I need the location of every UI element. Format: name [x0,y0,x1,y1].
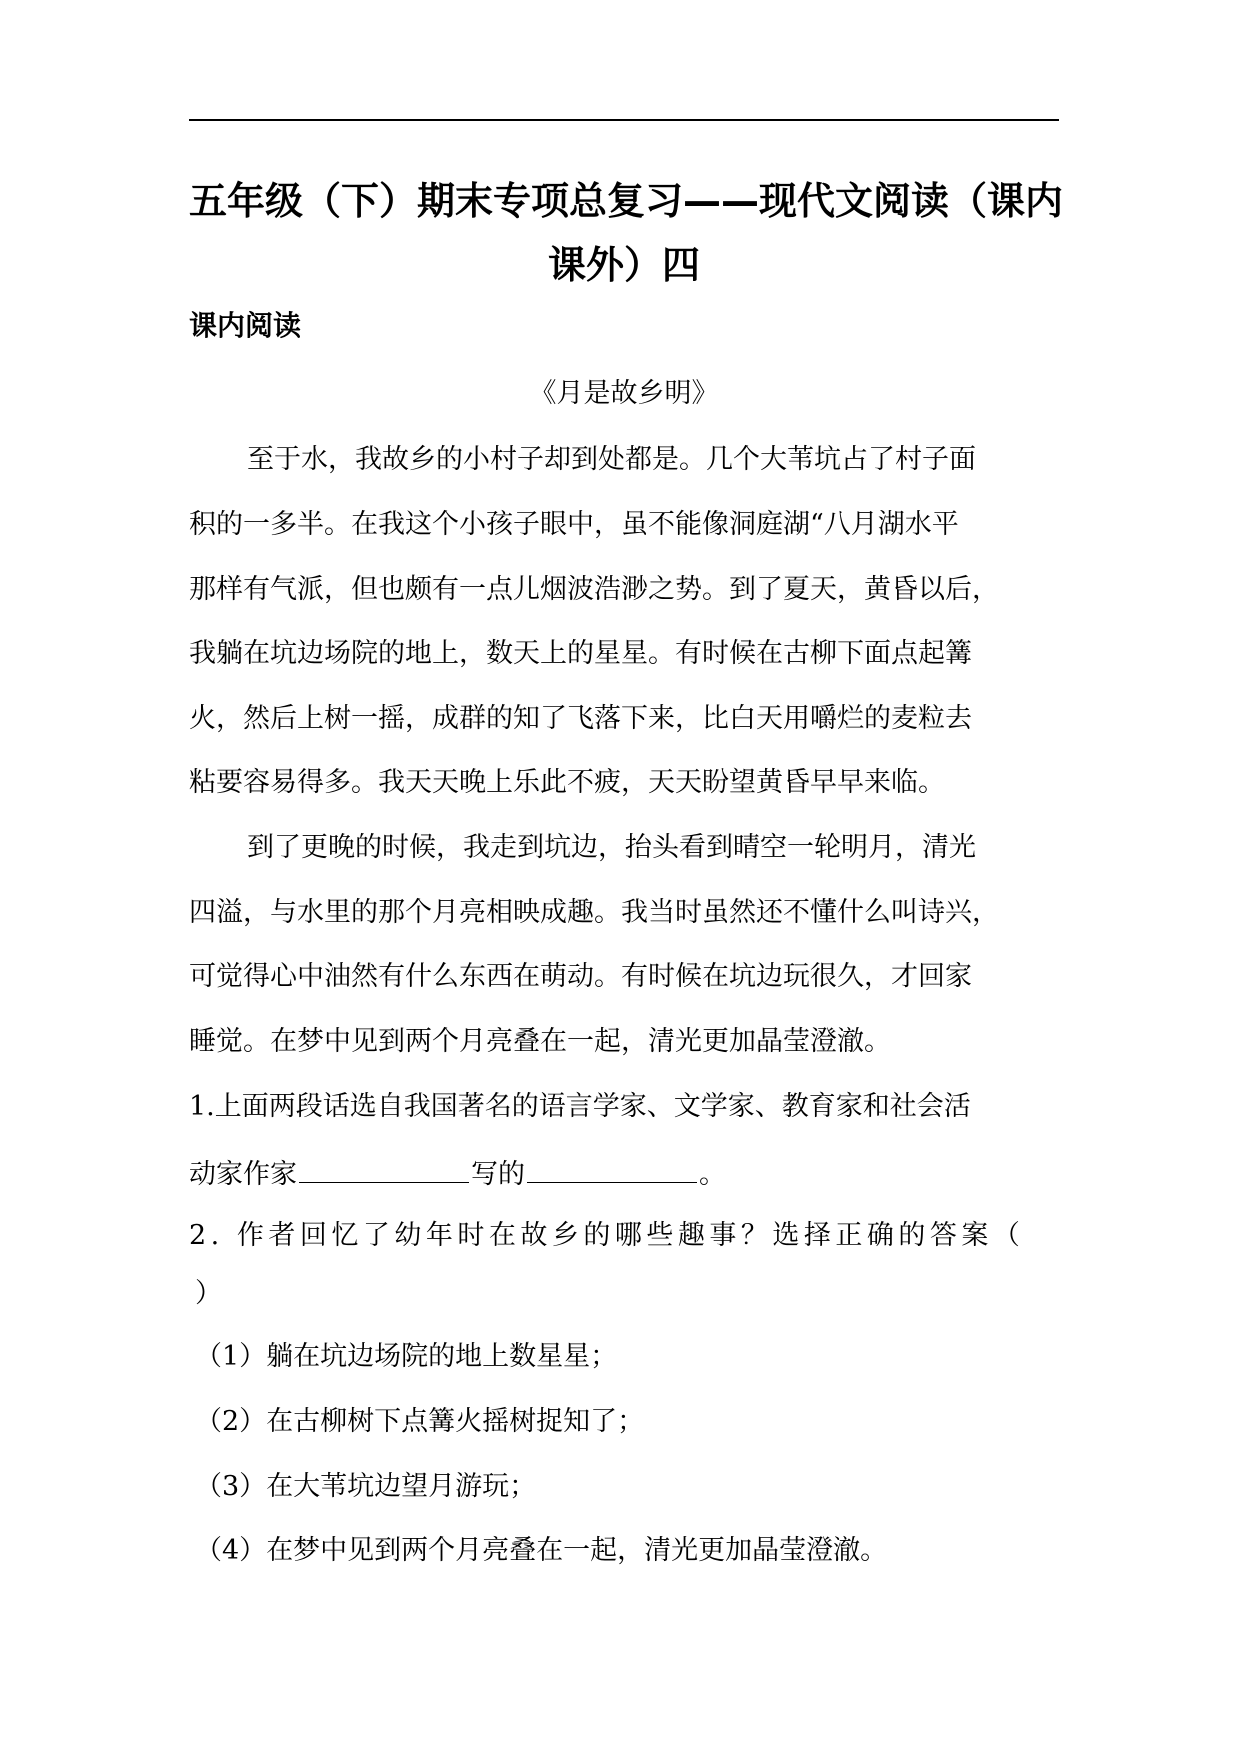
question-2-option-3: （3）在大苇坑边望月游玩； [195,1471,537,1502]
document-title-line-2: 课外）四 [547,243,700,287]
paragraph-1-line: 我躺在坑边场院的地上，数天上的星星。有时候在古柳下面点起篝 [189,638,972,669]
paragraph-1-line: 粘要容易得多。我天天晚上乐此不疲，天天盼望黄昏早早来临。 [189,767,945,798]
question-2-option-1: （1）躺在坑边场院的地上数星星； [195,1341,618,1372]
question-2-text: 2. 作者回忆了幼年时在故乡的哪些趣事？选择正确的答案（ [189,1220,1025,1251]
paragraph-1-line: 至于水，我故乡的小村子却到处都是。几个大苇坑占了村子面 [247,444,976,475]
question-1-prefix: 动家作家 [189,1159,297,1190]
question-2-option-4: （4）在梦中见到两个月亮叠在一起，清光更加晶莹澄澈。 [195,1535,888,1566]
paragraph-2-line: 四溢，与水里的那个月亮相映成趣。我当时虽然还不懂什么叫诗兴， [189,897,999,928]
question-1-text: 1.上面两段话选自我国著名的语言学家、文学家、教育家和社会活 [189,1091,971,1122]
paragraph-1-line: 积的一多半。在我这个小孩子眼中，虽不能像洞庭湖“八月湖水平 [189,509,959,540]
document-page [189,0,1064,1754]
answer-blank-author[interactable] [299,1152,469,1183]
document-title-line-1: 五年级（下）期末专项总复习——现代文阅读（课内 [189,179,1064,223]
paragraph-2-line: 可觉得心中油然有什么东西在萌动。有时候在坑边玩很久，才回家 [189,961,972,992]
question-1-fill-line [189,1152,726,1195]
paragraph-2-line: 睡觉。在梦中见到两个月亮叠在一起，清光更加晶莹澄澈。 [189,1026,891,1057]
question-2-bracket-close: ） [195,1278,222,1309]
question-1-end: 。 [699,1159,726,1190]
header-rule [189,119,1059,121]
section-heading: 课内阅读 [189,309,302,342]
question-2-option-2: （2）在古柳树下点篝火摇树捉知了； [195,1406,645,1437]
paragraph-2-line: 到了更晚的时候，我走到坑边，抬头看到晴空一轮明月，清光 [247,832,976,863]
paragraph-1-line: 火，然后上树一摇，成群的知了飞落下来，比白天用嚼烂的麦粒去 [189,703,972,734]
answer-blank-work[interactable] [527,1152,697,1183]
question-1-middle: 写的 [471,1159,525,1190]
passage-title: 《月是故乡明》 [529,378,719,409]
paragraph-1-line: 那样有气派，但也颇有一点儿烟波浩渺之势。到了夏天，黄昏以后， [189,574,999,605]
